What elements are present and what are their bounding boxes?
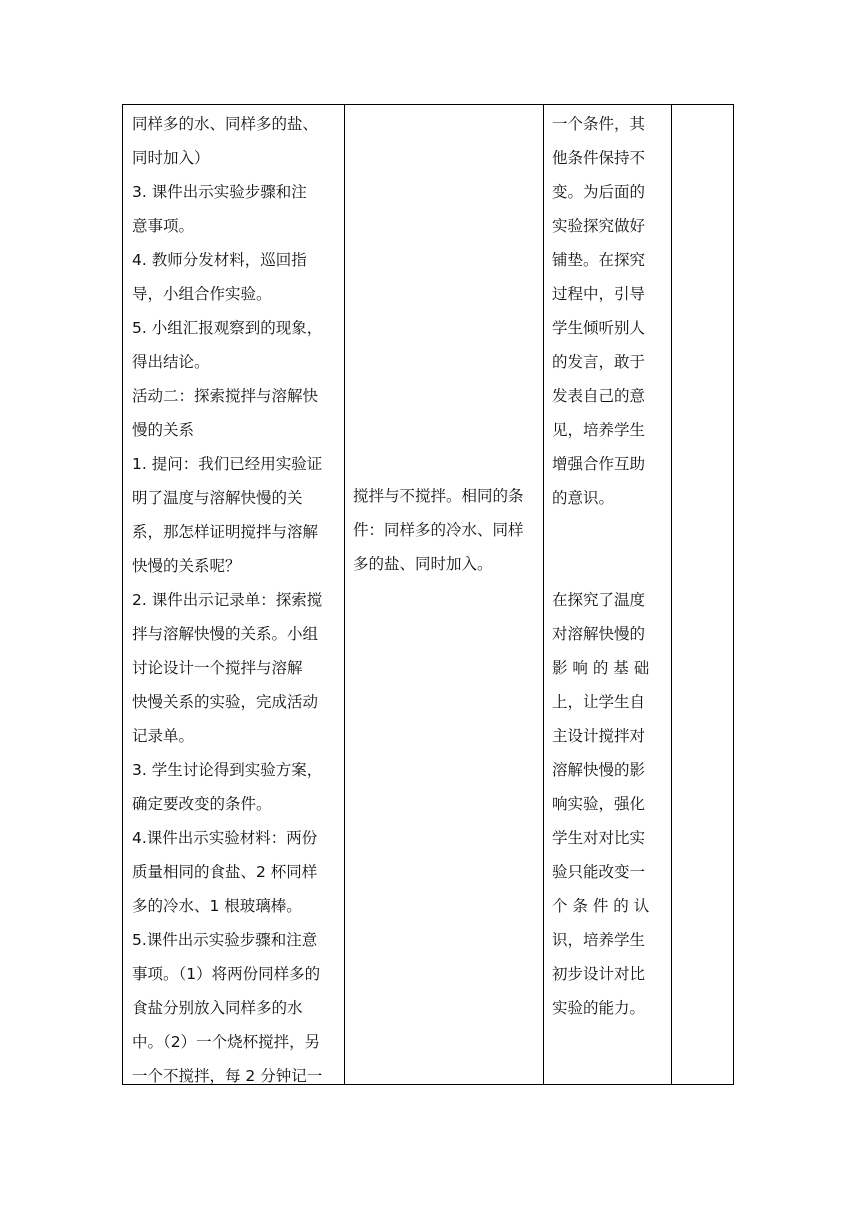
text-line: 多的盐、同时加入。 [353,555,493,573]
column-divider [671,105,672,1084]
spacer [552,515,671,549]
text-line: 实验的能力。 [552,999,646,1017]
text-line: 5.课件出示实验步骤和注意 [132,931,318,949]
text-line: 1. 提问：我们已经用实验证 [132,455,323,473]
text-line: 得出结论。 [132,353,210,371]
text-line: 中。（2）一个烧杯搅拌，另 [132,1033,321,1051]
text-line: 4.课件出示实验材料：两份 [132,829,318,847]
text-line: 学生对对比实 [552,829,646,847]
text-line: 记录单。 [132,727,195,745]
text-line: 验只能改变一 [552,863,646,881]
text-line: 系，那怎样证明搅拌与溶解 [132,523,319,541]
design-intent-cell [544,105,671,1025]
lesson-plan-table [122,104,734,1085]
text-line: 4. 教师分发材料，巡回指 [132,251,307,269]
text-line: 的发言，敢于 [552,353,646,371]
text-line: 3. 课件出示实验步骤和注 [132,183,307,201]
text-line: 响实验，强化 [552,795,646,813]
text-line: 主设计搅拌对 [552,727,646,745]
text-line: 慢的关系 [132,421,195,439]
text-line: 实验探究做好 [552,217,646,235]
text-line: 活动二：探索搅拌与溶解快 [132,387,319,405]
text-line: 溶解快慢的影 [552,761,646,779]
text-line: 识，培养学生 [552,931,646,949]
text-line: 导，小组合作实验。 [132,285,272,303]
text-line: 搅拌与不搅拌。相同的条 [353,487,524,505]
text-line: 在探究了温度 [552,591,646,609]
text-line: 上，让学生自 [552,693,646,711]
text-line: 对溶解快慢的 [552,625,646,643]
text-line: 增强合作互助 [552,455,646,473]
text-line: 事项。（1）将两份同样多的 [132,965,321,983]
text-line: 意事项。 [132,217,195,235]
text-line: 过程中，引导 [552,285,646,303]
text-line: 影 响 的 基 础 [552,659,650,677]
text-line: 一个条件，其 [552,115,646,133]
text-line: 铺垫。在探究 [552,251,646,269]
text-line: 食盐分别放入同样多的水 [132,999,303,1017]
text-line: 明了温度与溶解快慢的关 [132,489,303,507]
text-line: 同样多的水、同样多的盐、 [132,115,319,133]
teaching-process-cell [123,105,344,1093]
text-line: 他条件保持不 [552,149,646,167]
text-line: 学生倾听别人 [552,319,646,337]
text-line: 拌与溶解快慢的关系。小组 [132,625,319,643]
text-line: 发表自己的意 [552,387,646,405]
text-line: 确定要改变的条件。 [132,795,272,813]
student-activity-cell [345,105,543,581]
text-line: 一个不搅拌，每 2 分钟记一 [132,1067,323,1085]
text-line: 件：同样多的冷水、同样 [353,521,524,539]
text-line: 快慢关系的实验，完成活动 [132,693,319,711]
text-line: 快慢的关系呢？ [132,557,241,575]
text-line: 同时加入） [132,149,210,167]
text-line: 5. 小组汇报观察到的现象， [132,319,323,337]
text-line: 质量相同的食盐、2 杯同样 [132,863,318,881]
text-line: 讨论设计一个搅拌与溶解 [132,659,303,677]
text-line: 的意识。 [552,489,615,507]
text-line: 3. 学生讨论得到实验方案， [132,761,323,779]
text-line: 变。为后面的 [552,183,646,201]
text-line: 多的冷水、1 根玻璃棒。 [132,897,302,915]
spacer [552,549,671,583]
text-line: 2. 课件出示记录单：探索搅 [132,591,323,609]
text-line: 见，培养学生 [552,421,646,439]
text-line: 个 条 件 的 认 [552,897,650,915]
text-line: 初步设计对比 [552,965,646,983]
